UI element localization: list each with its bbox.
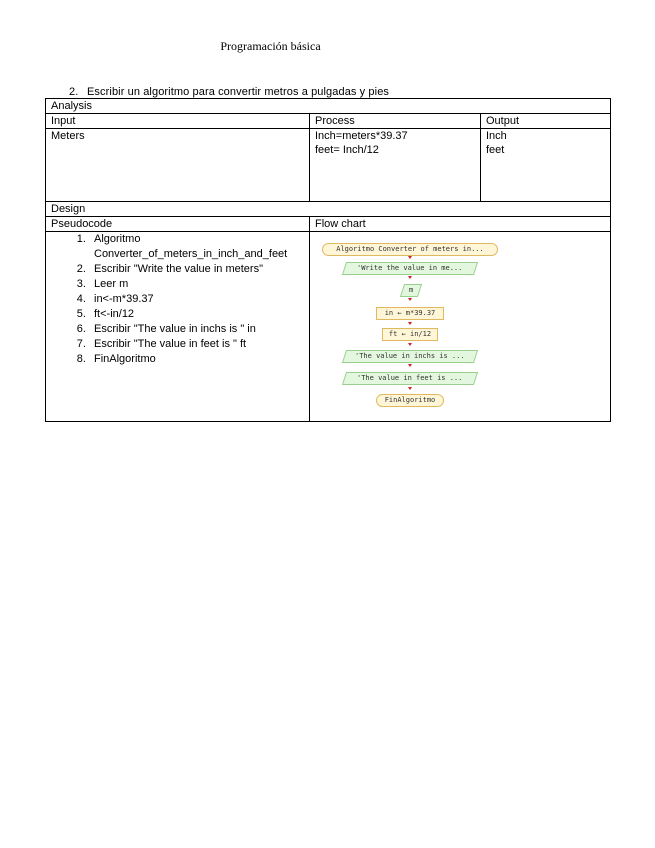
pseudocode-line: 1. Algoritmo Converter_of_meters_in_inch_and_feet: [89, 232, 309, 262]
flow-arrow: [408, 256, 412, 259]
process-line-2: feet= Inch/12: [315, 144, 379, 156]
pseudocode-line: 3. Leer m: [89, 277, 309, 292]
task-text: Escribir un algoritmo para convertir metros a pulgadas y pies: [87, 86, 390, 98]
process-cell: [310, 129, 481, 202]
pseudocode-list: [51, 232, 309, 367]
output-header: Output: [481, 114, 611, 129]
flow-write-node: [342, 372, 478, 385]
flow-read-text: m: [408, 286, 414, 294]
output-line-1: Inch: [486, 130, 507, 142]
flow-write-text: 'The value in feet is ...: [357, 374, 463, 382]
flow-assign-in-node: in ← m*39.37: [376, 307, 444, 320]
pseudocode-line: 8. FinAlgoritmo: [89, 352, 309, 367]
flow-assign-ft-node: ft ← in/12: [382, 328, 438, 341]
document-title: [0, 39, 655, 54]
process-header: Process: [310, 114, 481, 129]
flow-arrow: [408, 387, 412, 390]
input-value: Meters: [51, 130, 85, 142]
flow-start-node: Algoritmo Converter of meters in...: [322, 243, 498, 256]
task-statement: [69, 86, 389, 98]
flow-read-node: [400, 284, 422, 297]
flow-write-text: 'The value in inchs is ...: [355, 352, 465, 360]
output-line-2: feet: [486, 144, 505, 156]
flowchart-cell: [310, 232, 611, 422]
pseudocode-line: 7. Escribir "The value in feet is " ft: [89, 337, 309, 352]
document-title-text: Programación básica: [220, 39, 321, 53]
analysis-label: Analysis: [46, 99, 611, 114]
pseudocode-line: 5. ft<-in/12: [89, 307, 309, 322]
pseudocode-line: 2. Escribir "Write the value in meters": [89, 262, 309, 277]
output-cell: [481, 129, 611, 202]
flow-end-node: FinAlgoritmo: [376, 394, 444, 407]
flow-arrow: [408, 276, 412, 279]
process-line-1: Inch=meters*39.37: [315, 130, 408, 142]
flow-arrow: [408, 343, 412, 346]
design-label: Design: [46, 202, 611, 217]
input-cell: [46, 129, 310, 202]
flow-write-text: 'Write the value in me...: [357, 264, 463, 272]
pseudocode-line: 6. Escribir "The value in inchs is " in: [89, 322, 309, 337]
analysis-design-table: [45, 98, 611, 422]
flowchart: [310, 232, 609, 421]
flow-write-node: [342, 350, 478, 363]
pseudocode-line: 4. in<-m*39.37: [89, 292, 309, 307]
flow-arrow: [408, 364, 412, 367]
pseudocode-header: Pseudocode: [46, 217, 310, 232]
flow-arrow: [408, 298, 412, 301]
flowchart-header: Flow chart: [310, 217, 611, 232]
flow-write-node: [342, 262, 478, 275]
task-number: 2.: [69, 86, 79, 98]
pseudocode-cell: [46, 232, 310, 422]
input-header: Input: [46, 114, 310, 129]
flow-arrow: [408, 322, 412, 325]
